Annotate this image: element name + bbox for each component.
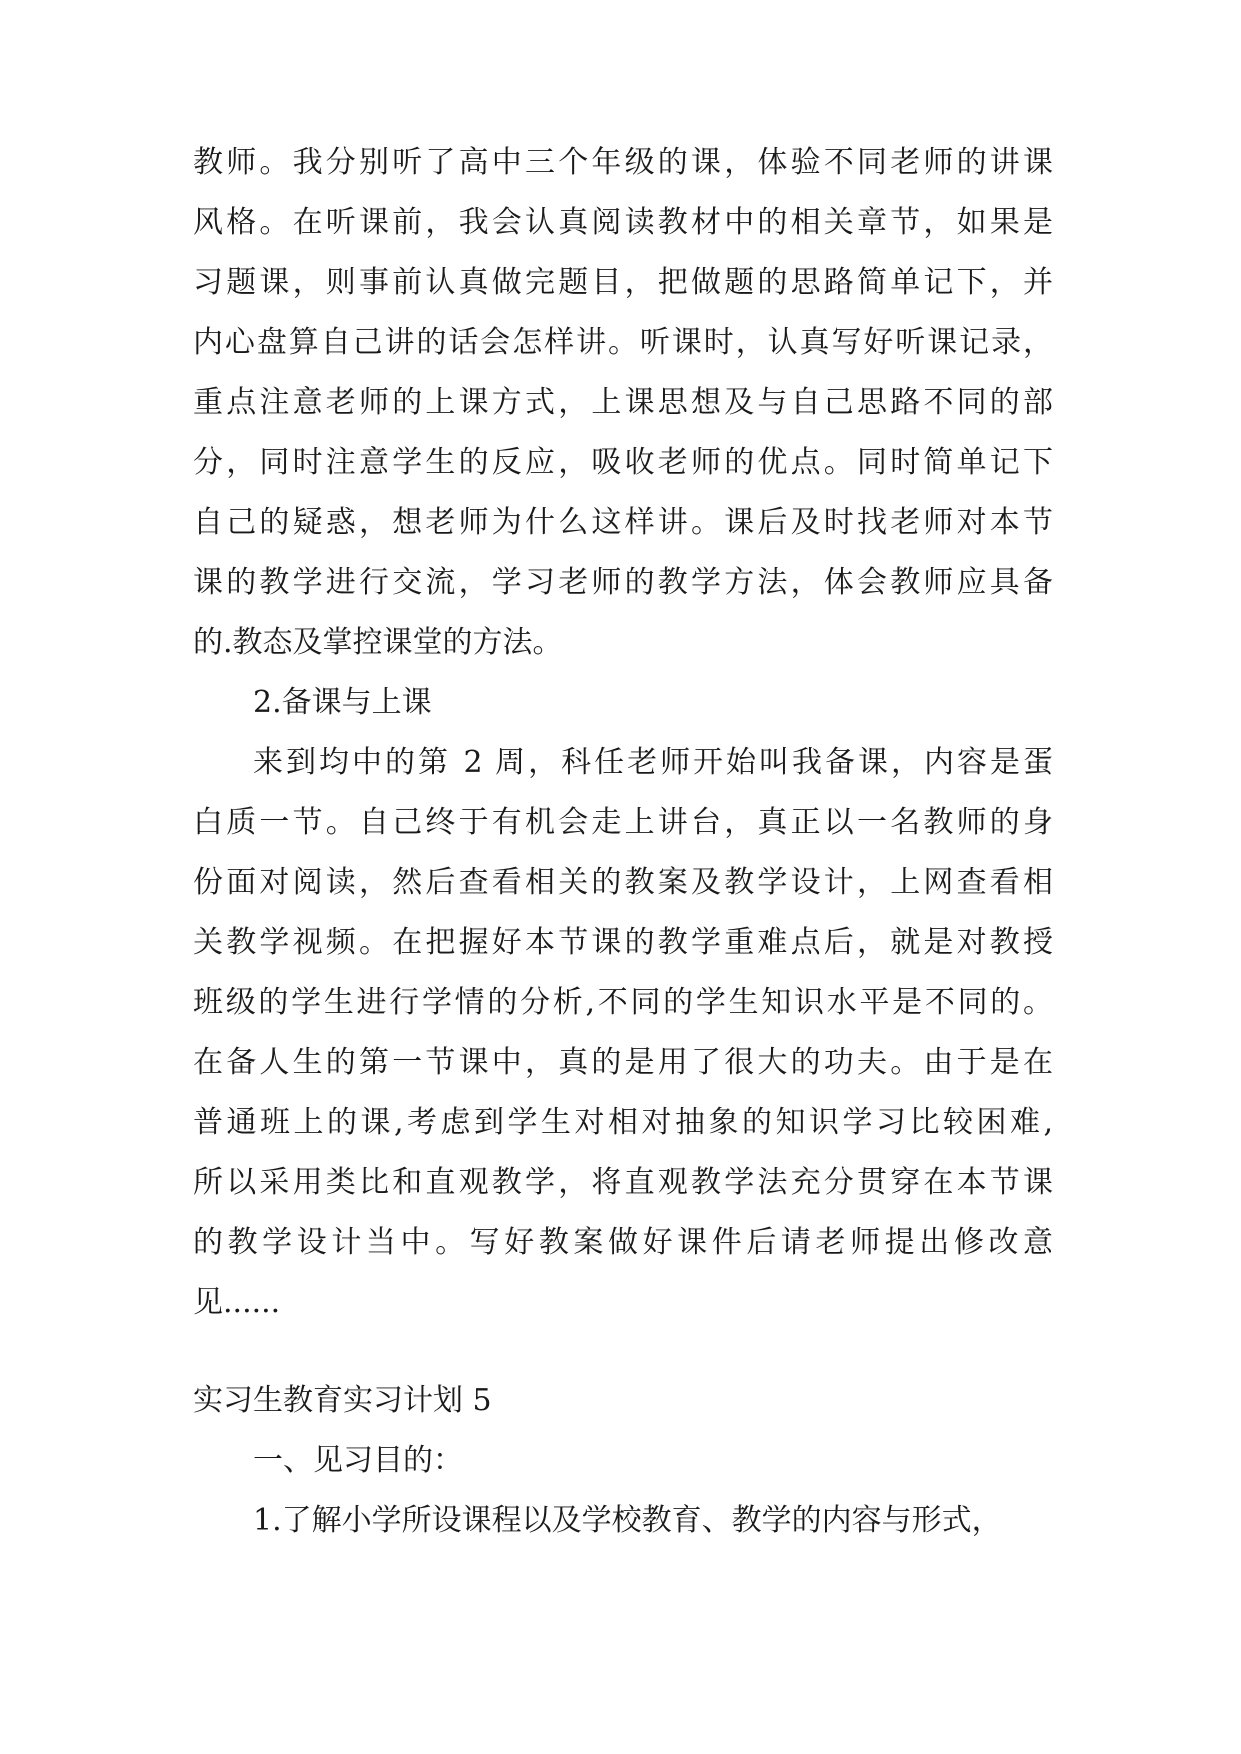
paragraph-line: 习题课，则事前认真做完题目，把做题的思路简单记下，并 <box>193 265 1053 300</box>
paragraph-line: 自己的疑惑，想老师为什么这样讲。课后及时找老师对本节 <box>193 505 1053 540</box>
paragraph-line: 关教学视频。在把握好本节课的教学重难点后，就是对教授 <box>193 925 1053 960</box>
paragraph-line: 分，同时注意学生的反应，吸收老师的优点。同时简单记下 <box>193 445 1053 480</box>
paragraph-line: 教师。我分别听了高中三个年级的课，体验不同老师的讲课 <box>193 145 1053 180</box>
paragraph-line: 普通班上的课,考虑到学生对相对抽象的知识学习比较困难, <box>193 1105 1053 1140</box>
paragraph-line: 在备人生的第一节课中，真的是用了很大的功夫。由于是在 <box>193 1045 1053 1080</box>
paragraph-line: 班级的学生进行学情的分析,不同的学生知识水平是不同的。 <box>193 985 1053 1020</box>
paragraph-line: 风格。在听课前，我会认真阅读教材中的相关章节，如果是 <box>193 205 1053 240</box>
subheading: 一、见习目的： <box>253 1443 463 1478</box>
paragraph-line: 白质一节。自己终于有机会走上讲台，真正以一名教师的身 <box>193 805 1053 840</box>
paragraph-line: 内心盘算自己讲的话会怎样讲。听课时，认真写好听课记录， <box>193 325 1053 360</box>
paragraph-line: 的.教态及掌控课堂的方法。 <box>193 625 563 660</box>
paragraph-line: 重点注意老师的上课方式，上课思想及与自己思路不同的部 <box>193 385 1053 420</box>
paragraph-line: 的教学设计当中。写好教案做好课件后请老师提出修改意 <box>193 1225 1053 1260</box>
paragraph-line: 份面对阅读，然后查看相关的教案及教学设计，上网查看相 <box>193 865 1053 900</box>
paragraph-line: 见...... <box>193 1285 281 1320</box>
paragraph-line: 课的教学进行交流，学习老师的教学方法，体会教师应具备 <box>193 565 1053 600</box>
list-item: 1.了解小学所设课程以及学校教育、教学的内容与形式， <box>253 1503 1002 1538</box>
paragraph-line: 所以采用类比和直观教学，将直观教学法充分贯穿在本节课 <box>193 1165 1053 1200</box>
section-heading: 2.备课与上课 <box>253 685 432 720</box>
paragraph-line: 来到均中的第 2 周，科任老师开始叫我备课，内容是蛋 <box>253 745 1053 780</box>
section-title: 实习生教育实习计划 5 <box>193 1383 492 1418</box>
